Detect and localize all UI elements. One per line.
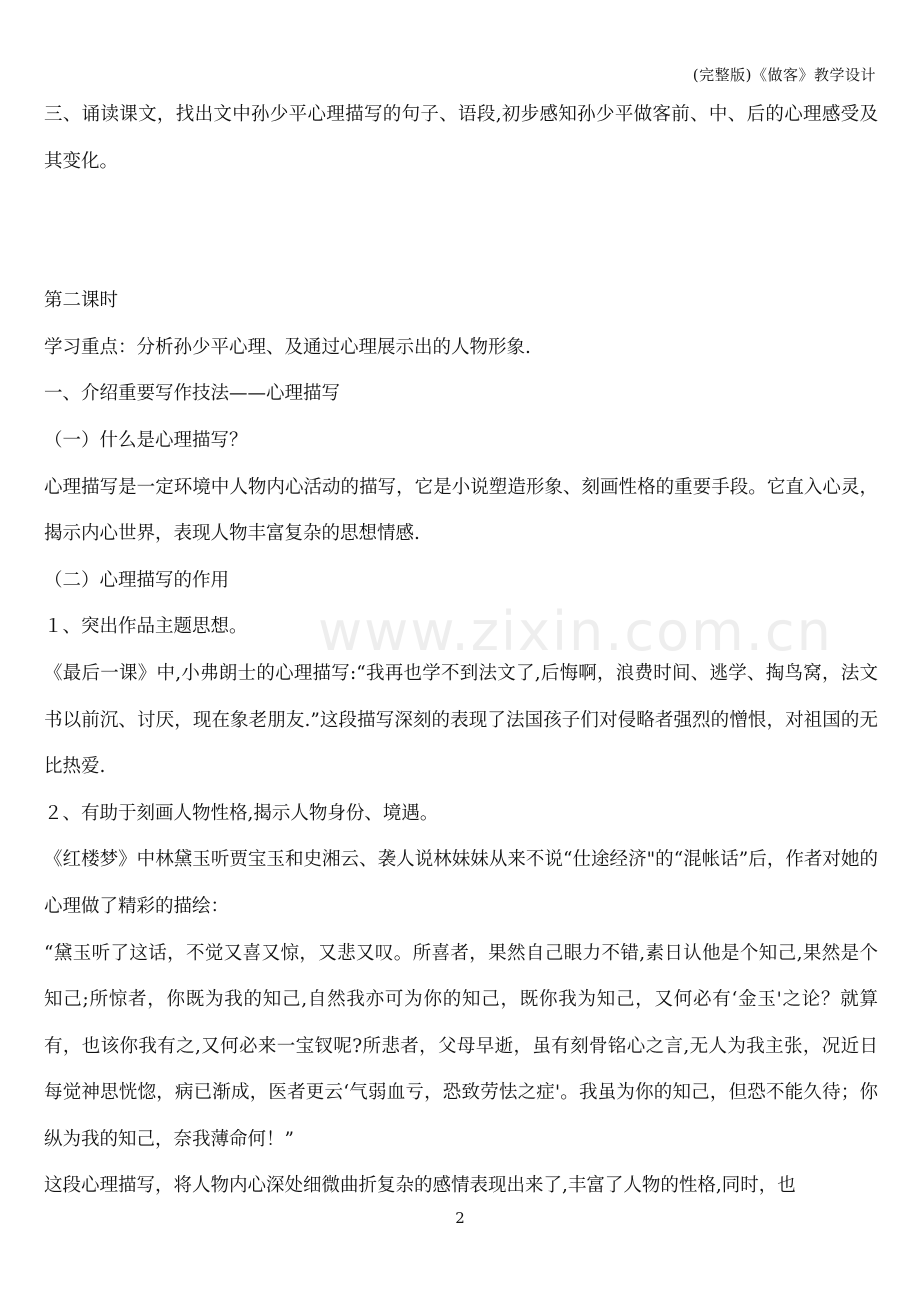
paragraph-red-mansions-intro: 《红楼梦》中林黛玉听贾宝玉和史湘云、袭人说林妹妹从来不说“仕途经济"的“混帐话”后，作者对她的心理做了精彩的描绘： bbox=[44, 849, 878, 917]
paragraph-analysis: 这段心理描写，将人物内心深处细微曲折复杂的感情表现出来了,丰富了人物的性格,同时，也 bbox=[44, 1175, 796, 1197]
section-heading-lesson-two: 第二课时 bbox=[44, 290, 119, 312]
heading-writing-technique: 一、介绍重要写作技法——心理描写 bbox=[44, 383, 341, 405]
page-number: 2 bbox=[455, 1209, 465, 1227]
subheading-what-is: （一）什么是心理描写？ bbox=[44, 429, 248, 451]
item-one-heading: １、突出作品主题思想。 bbox=[44, 616, 248, 638]
watermark: www.zixin.com.cn bbox=[318, 600, 833, 663]
page-header: (完整版)《做客》教学设计 bbox=[692, 66, 876, 84]
item-two-heading: ２、有助于刻画人物性格,揭示人物身份、境遇。 bbox=[44, 802, 439, 824]
paragraph-red-mansions-quote: “黛玉听了这话，不觉又喜又惊，又悲又叹。所喜者，果然自己眼力不错,素日认他是个知己,果然是个知己;所惊者，你既为我的知己,自然我亦可为你的知己，既你我为知己，又何必有‘金玉'之论？就算有，也该你我有之,又何必来一宝钗呢?所悲者，父母早逝，虽有刻骨铭心之言,无人为我主张，况近日每觉神思恍惚，病已渐成，医者更云‘气弱血亏，恐致劳怯之症'。我虽为你的知己，但恐不能久待；你纵为我的知己，奈我薄命何！” bbox=[44, 942, 878, 1150]
paragraph-reading-task: 三、诵读课文，找出文中孙少平心理描写的句子、语段,初步感知孙少平做客前、中、后的心理感受及其变化。 bbox=[44, 104, 878, 172]
paragraph-learning-focus: 学习重点：分析孙少平心理、及通过心理展示出的人物形象. bbox=[44, 336, 531, 358]
paragraph-last-lesson-example: 《最后一课》中,小弗朗士的心理描写:“我再也学不到法文了,后悔啊，浪费时间、逃学、掏鸟窝，法文书以前沉、讨厌，现在象老朋友.”这段描写深刻的表现了法国孩子们对侵略者强烈的憎恨，对祖国的无比热爱. bbox=[44, 662, 878, 778]
document-body bbox=[44, 92, 878, 1210]
subheading-function: （二）心理描写的作用 bbox=[44, 569, 230, 591]
paragraph-definition: 心理描写是一定环境中人物内心活动的描写，它是小说塑造形象、刻画性格的重要手段。它直入心灵，揭示内心世界，表现人物丰富复杂的思想情感. bbox=[44, 476, 878, 545]
blank-spacer bbox=[44, 185, 878, 278]
